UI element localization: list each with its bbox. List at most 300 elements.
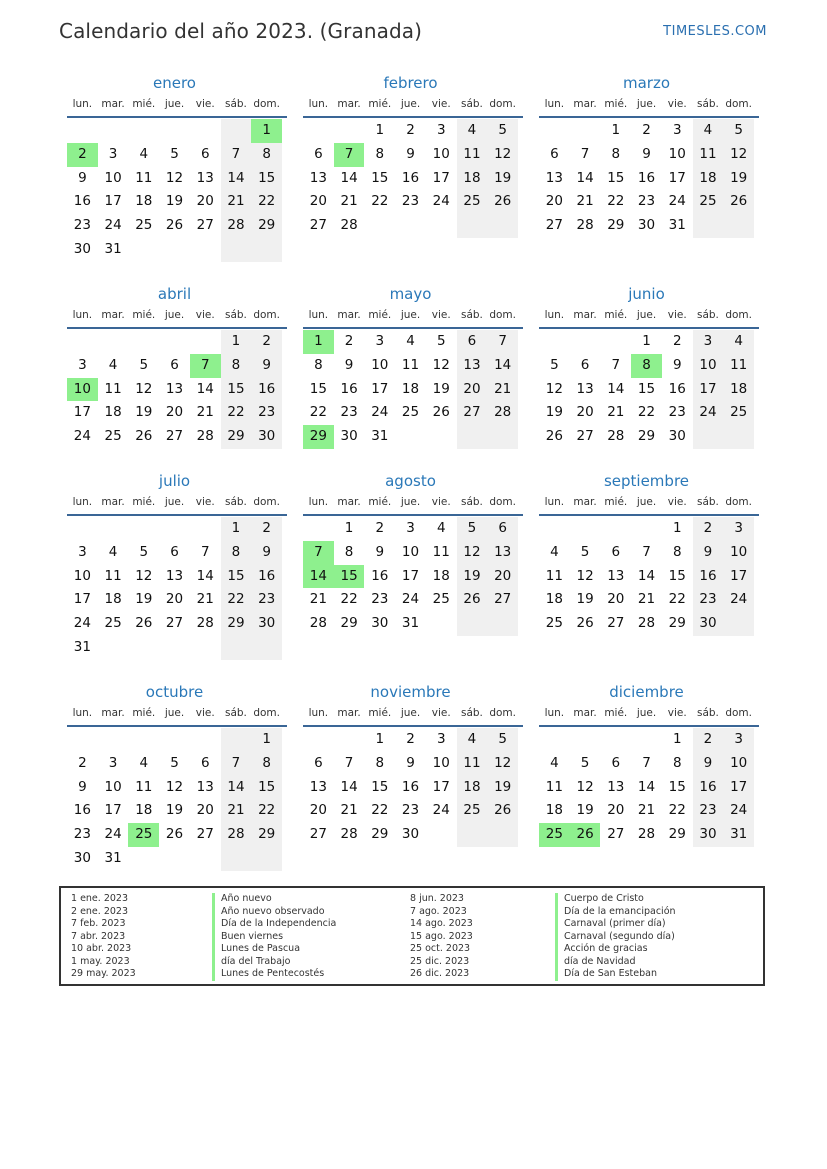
month-days xyxy=(67,330,282,449)
month-name: noviembre xyxy=(370,683,451,701)
day-cell: 5 xyxy=(436,333,446,349)
day-cell: 20 xyxy=(457,378,488,402)
legend-holiday-name: Día de la Independencia xyxy=(212,918,336,931)
day-cell: 27 xyxy=(309,217,327,234)
day-cell: 27 xyxy=(165,615,184,632)
day-cell: 12 xyxy=(135,567,153,584)
day-cell: 12 xyxy=(723,143,754,167)
week-row xyxy=(303,214,518,238)
week-row xyxy=(67,330,282,354)
weekday-label: jue. xyxy=(400,707,421,719)
day-cell: 18 xyxy=(545,802,563,819)
legend-left-names xyxy=(212,893,336,981)
week-row xyxy=(303,588,518,612)
day-cell: 11 xyxy=(401,356,420,373)
legend-date: 7 ago. 2023 xyxy=(410,905,467,917)
legend-date: 2 ene. 2023 xyxy=(71,905,128,917)
weekday-label: mié. xyxy=(368,98,392,110)
month-days xyxy=(67,119,282,262)
day-cell: 26 xyxy=(432,404,450,421)
day-cell: 3 xyxy=(78,543,87,560)
day-cell-empty xyxy=(539,517,570,541)
day-cell: 29 xyxy=(607,217,625,234)
day-cell: 22 xyxy=(371,193,389,210)
weekday-label: dom. xyxy=(253,309,280,321)
day-cell: 17 xyxy=(73,591,91,608)
weekday-label: vie. xyxy=(667,309,687,321)
day-cell: 15 xyxy=(251,776,282,800)
day-cell: 29 xyxy=(668,826,686,843)
day-cell-empty xyxy=(251,238,282,262)
day-cell: 15 xyxy=(668,567,686,584)
day-cell: 2 xyxy=(672,333,682,349)
week-row xyxy=(67,588,282,612)
day-cell: 12 xyxy=(165,778,184,795)
day-cell: 20 xyxy=(309,802,327,819)
weekday-label: mié. xyxy=(132,98,156,110)
day-cell: 23 xyxy=(693,588,724,612)
weekday-label: mié. xyxy=(604,707,628,719)
legend-date: 1 ene. 2023 xyxy=(71,893,128,904)
day-cell: 12 xyxy=(487,752,518,776)
day-cell: 14 xyxy=(340,169,358,186)
day-cell-empty xyxy=(570,119,601,143)
day-cell: 24 xyxy=(73,615,91,632)
day-cell: 29 xyxy=(221,425,252,449)
day-cell: 8 xyxy=(251,752,282,776)
month-abril xyxy=(61,283,282,449)
day-cell: 3 xyxy=(723,728,754,752)
day-cell: 10 xyxy=(401,543,420,560)
weekday-label: jue. xyxy=(164,496,185,508)
day-cell: 18 xyxy=(104,404,122,421)
weekday-label: lun. xyxy=(544,707,565,719)
day-cell-empty xyxy=(487,425,518,449)
day-cell: 1 xyxy=(375,731,385,747)
legend-date: 1 may. 2023 xyxy=(71,955,130,967)
day-cell: 17 xyxy=(432,169,450,186)
day-cell: 31 xyxy=(723,823,754,847)
legend-left-dates xyxy=(71,893,136,981)
weekday-label: mar. xyxy=(101,496,125,508)
day-cell: 13 xyxy=(165,380,184,397)
weekday-label: sáb. xyxy=(460,707,483,719)
day-cell: 1 xyxy=(672,731,682,747)
weekday-header-row xyxy=(67,703,282,723)
day-cell: 19 xyxy=(135,591,153,608)
day-cell: 12 xyxy=(432,356,450,373)
week-row xyxy=(539,214,754,238)
day-cell: 21 xyxy=(576,193,594,210)
day-cell: 27 xyxy=(607,826,625,843)
day-cell: 8 xyxy=(314,356,323,373)
week-row xyxy=(539,190,754,214)
day-cell: 3 xyxy=(108,754,118,771)
day-cell: 26 xyxy=(576,615,594,632)
day-cell: 31 xyxy=(104,240,122,257)
week-row xyxy=(539,541,754,565)
day-cell: 5 xyxy=(550,356,559,373)
day-cell: 22 xyxy=(221,588,252,612)
day-cell: 30 xyxy=(637,217,656,234)
day-cell: 25 xyxy=(693,190,724,214)
weekday-label: vie. xyxy=(431,309,451,321)
day-cell: 11 xyxy=(723,354,754,378)
day-cell: 27 xyxy=(196,217,214,234)
day-cell: 22 xyxy=(637,404,656,421)
day-cell: 23 xyxy=(251,401,282,425)
weekday-label: mié. xyxy=(604,496,628,508)
day-cell: 18 xyxy=(457,167,488,191)
month-julio xyxy=(61,470,282,660)
day-cell: 23 xyxy=(637,193,656,210)
day-cell: 6 xyxy=(550,145,559,162)
day-cell: 11 xyxy=(104,567,122,584)
week-row xyxy=(67,728,282,752)
day-cell: 4 xyxy=(550,543,559,560)
weekday-label: jue. xyxy=(164,707,185,719)
day-cell: 22 xyxy=(340,591,358,608)
week-row xyxy=(539,565,754,589)
day-cell-empty xyxy=(303,517,334,541)
legend-holiday-name: Lunes de Pentecostés xyxy=(212,968,336,981)
day-cell-empty xyxy=(159,636,190,660)
day-cell: 15 xyxy=(668,778,686,795)
header-rule xyxy=(539,725,759,727)
day-cell: 14 xyxy=(487,354,518,378)
day-cell: 6 xyxy=(611,543,621,560)
week-row xyxy=(303,425,518,449)
day-cell: 20 xyxy=(196,802,214,819)
week-row xyxy=(67,119,282,143)
weekday-label: lun. xyxy=(308,98,329,110)
day-cell: 30 xyxy=(401,826,420,843)
holiday-day-cell: 29 xyxy=(303,425,334,449)
day-cell-empty xyxy=(539,728,570,752)
weekday-label: lun. xyxy=(72,309,93,321)
weekday-label: jue. xyxy=(636,309,657,321)
day-cell: 24 xyxy=(668,193,686,210)
day-cell: 29 xyxy=(371,826,389,843)
legend-holiday-name: día del Trabajo xyxy=(212,956,336,969)
week-row xyxy=(539,167,754,191)
day-cell: 20 xyxy=(576,404,594,421)
week-row xyxy=(67,425,282,449)
day-cell: 30 xyxy=(251,612,282,636)
day-cell-empty xyxy=(159,330,190,354)
day-cell: 17 xyxy=(104,802,122,819)
day-cell: 19 xyxy=(432,380,450,397)
week-row xyxy=(303,776,518,800)
day-cell-empty xyxy=(190,119,221,143)
day-cell: 18 xyxy=(457,776,488,800)
weekday-label: lun. xyxy=(72,496,93,508)
day-cell: 5 xyxy=(580,754,590,771)
weekday-label: mar. xyxy=(337,309,361,321)
day-cell: 15 xyxy=(371,169,389,186)
day-cell: 16 xyxy=(371,567,389,584)
weekday-label: mar. xyxy=(337,496,361,508)
weekday-label: dom. xyxy=(725,98,752,110)
month-enero xyxy=(61,72,282,262)
day-cell: 30 xyxy=(693,823,724,847)
week-row xyxy=(67,354,282,378)
month-name: mayo xyxy=(389,285,432,303)
week-row xyxy=(67,823,282,847)
day-cell: 18 xyxy=(135,193,153,210)
legend-date: 7 abr. 2023 xyxy=(71,930,126,942)
day-cell: 13 xyxy=(309,778,327,795)
weekday-label: sáb. xyxy=(224,98,247,110)
day-cell: 24 xyxy=(401,591,420,608)
weekday-label: dom. xyxy=(725,496,752,508)
day-cell-empty xyxy=(570,330,601,354)
day-cell: 21 xyxy=(309,591,327,608)
day-cell: 7 xyxy=(611,356,621,373)
day-cell-empty xyxy=(426,214,457,238)
day-cell-empty xyxy=(251,636,282,660)
weekday-label: sáb. xyxy=(224,496,247,508)
day-cell-empty xyxy=(221,238,252,262)
day-cell-empty xyxy=(190,847,221,871)
day-cell: 5 xyxy=(723,119,754,143)
day-cell-empty xyxy=(159,119,190,143)
day-cell-empty xyxy=(128,119,159,143)
day-cell: 15 xyxy=(371,778,389,795)
day-cell: 7 xyxy=(344,754,354,771)
day-cell: 28 xyxy=(576,217,594,234)
day-cell: 9 xyxy=(693,541,724,565)
day-cell: 5 xyxy=(457,517,488,541)
weekday-label: lun. xyxy=(72,707,93,719)
day-cell: 20 xyxy=(196,193,214,210)
holiday-day-cell: 1 xyxy=(303,330,334,354)
day-cell: 16 xyxy=(693,565,724,589)
month-agosto xyxy=(297,470,518,636)
day-cell-empty xyxy=(364,214,395,238)
legend-holiday-name: Carnaval (segundo día) xyxy=(555,931,676,944)
weekday-label: mié. xyxy=(132,496,156,508)
day-cell: 9 xyxy=(406,754,415,771)
day-cell: 27 xyxy=(309,826,327,843)
weekday-label: lun. xyxy=(544,496,565,508)
day-cell-empty xyxy=(395,214,426,238)
day-cell: 11 xyxy=(457,752,488,776)
day-cell: 17 xyxy=(668,169,686,186)
day-cell: 4 xyxy=(457,119,488,143)
week-row xyxy=(303,728,518,752)
day-cell: 31 xyxy=(104,849,122,866)
day-cell: 11 xyxy=(457,143,488,167)
day-cell: 1 xyxy=(672,520,682,536)
day-cell: 27 xyxy=(487,588,518,612)
weekday-header-row xyxy=(539,492,754,512)
day-cell: 13 xyxy=(607,567,625,584)
day-cell: 16 xyxy=(73,802,91,819)
week-row xyxy=(67,190,282,214)
day-cell: 22 xyxy=(607,193,625,210)
day-cell: 1 xyxy=(611,122,621,138)
day-cell: 12 xyxy=(487,143,518,167)
month-septiembre xyxy=(533,470,754,636)
day-cell: 28 xyxy=(340,217,358,234)
holiday-day-cell: 10 xyxy=(67,378,98,402)
day-cell: 16 xyxy=(251,378,282,402)
day-cell: 12 xyxy=(457,541,488,565)
weekday-label: sáb. xyxy=(696,496,719,508)
month-days xyxy=(67,728,282,871)
day-cell-empty xyxy=(128,847,159,871)
week-row xyxy=(303,167,518,191)
day-cell-empty xyxy=(457,823,488,847)
day-cell: 24 xyxy=(73,428,91,445)
day-cell: 24 xyxy=(371,404,389,421)
day-cell: 6 xyxy=(170,543,179,560)
day-cell: 28 xyxy=(196,615,214,632)
day-cell: 13 xyxy=(196,778,214,795)
weekday-header-row xyxy=(303,703,518,723)
legend-date: 7 feb. 2023 xyxy=(71,918,126,929)
day-cell: 13 xyxy=(487,541,518,565)
weekday-header-row xyxy=(539,703,754,723)
day-cell-empty xyxy=(98,636,129,660)
day-cell: 14 xyxy=(576,169,594,186)
day-cell: 30 xyxy=(251,425,282,449)
weekday-label: jue. xyxy=(636,98,657,110)
week-row xyxy=(539,330,754,354)
day-cell: 6 xyxy=(200,754,210,771)
week-row xyxy=(67,565,282,589)
week-row xyxy=(539,776,754,800)
day-cell: 8 xyxy=(611,145,621,162)
day-cell-empty xyxy=(693,425,724,449)
day-cell: 9 xyxy=(251,354,282,378)
day-cell: 31 xyxy=(668,217,686,234)
weekday-label: mar. xyxy=(337,98,361,110)
weekday-label: dom. xyxy=(725,707,752,719)
holiday-day-cell: 15 xyxy=(334,565,365,589)
weekday-header-row xyxy=(303,492,518,512)
day-cell-empty xyxy=(570,728,601,752)
day-cell-empty xyxy=(723,612,754,636)
day-cell: 15 xyxy=(607,169,625,186)
day-cell: 10 xyxy=(104,778,122,795)
legend-holiday-name: Día de la emancipación xyxy=(555,906,676,919)
day-cell: 9 xyxy=(693,752,724,776)
week-row xyxy=(67,143,282,167)
day-cell: 12 xyxy=(576,778,594,795)
day-cell: 26 xyxy=(487,190,518,214)
day-cell: 29 xyxy=(340,615,358,632)
weekday-label: jue. xyxy=(400,309,421,321)
day-cell: 1 xyxy=(221,330,252,354)
weekday-label: sáb. xyxy=(696,707,719,719)
day-cell: 4 xyxy=(139,754,149,771)
week-row xyxy=(67,752,282,776)
week-row xyxy=(303,378,518,402)
day-cell: 18 xyxy=(693,167,724,191)
day-cell: 9 xyxy=(672,356,682,373)
day-cell: 21 xyxy=(340,802,358,819)
month-name: septiembre xyxy=(603,472,690,490)
header-rule xyxy=(303,116,523,118)
weekday-header-row xyxy=(303,305,518,325)
day-cell: 14 xyxy=(637,567,656,584)
day-cell: 21 xyxy=(487,378,518,402)
day-cell: 6 xyxy=(314,145,323,162)
legend-holiday-name: Buen viernes xyxy=(212,931,336,944)
day-cell-empty xyxy=(539,119,570,143)
day-cell: 10 xyxy=(73,567,91,584)
weekday-label: vie. xyxy=(667,98,687,110)
legend-right-names xyxy=(555,893,676,981)
day-cell: 18 xyxy=(401,380,420,397)
day-cell: 25 xyxy=(104,428,122,445)
legend-date: 15 ago. 2023 xyxy=(410,930,473,942)
day-cell: 25 xyxy=(457,799,488,823)
day-cell: 22 xyxy=(668,802,686,819)
day-cell: 20 xyxy=(309,193,327,210)
day-cell: 2 xyxy=(642,122,651,138)
day-cell: 17 xyxy=(73,404,91,421)
holiday-day-cell: 7 xyxy=(190,354,221,378)
day-cell: 9 xyxy=(406,145,415,162)
day-cell: 14 xyxy=(196,380,214,397)
week-row xyxy=(539,588,754,612)
week-row xyxy=(67,541,282,565)
day-cell: 9 xyxy=(344,356,354,373)
day-cell: 23 xyxy=(401,802,420,819)
week-row xyxy=(303,354,518,378)
day-cell: 3 xyxy=(78,356,87,373)
weekday-label: jue. xyxy=(636,496,657,508)
month-days xyxy=(67,517,282,660)
week-row xyxy=(67,517,282,541)
day-cell: 6 xyxy=(170,356,179,373)
weekday-label: dom. xyxy=(489,707,516,719)
day-cell: 26 xyxy=(135,615,153,632)
day-cell: 27 xyxy=(576,428,594,445)
site-link[interactable]: TIMESLES.COM xyxy=(663,24,767,39)
header-rule xyxy=(539,327,759,329)
holiday-day-cell: 7 xyxy=(303,541,334,565)
day-cell-empty xyxy=(570,517,601,541)
day-cell: 1 xyxy=(344,520,354,536)
day-cell-empty xyxy=(221,636,252,660)
day-cell: 12 xyxy=(165,169,184,186)
day-cell: 20 xyxy=(607,802,625,819)
day-cell: 25 xyxy=(545,615,563,632)
week-row xyxy=(539,517,754,541)
month-febrero xyxy=(297,72,518,238)
day-cell: 19 xyxy=(576,591,594,608)
day-cell: 31 xyxy=(401,615,420,632)
week-row xyxy=(539,378,754,402)
weekday-label: vie. xyxy=(431,707,451,719)
day-cell: 3 xyxy=(436,122,446,138)
day-cell: 15 xyxy=(309,380,327,397)
day-cell: 19 xyxy=(723,167,754,191)
day-cell: 25 xyxy=(104,615,122,632)
day-cell-empty xyxy=(487,214,518,238)
weekday-label: sáb. xyxy=(460,496,483,508)
day-cell: 1 xyxy=(375,122,385,138)
day-cell: 27 xyxy=(545,217,563,234)
day-cell: 6 xyxy=(457,330,488,354)
day-cell: 3 xyxy=(672,122,682,138)
month-noviembre xyxy=(297,681,518,847)
day-cell: 14 xyxy=(340,778,358,795)
